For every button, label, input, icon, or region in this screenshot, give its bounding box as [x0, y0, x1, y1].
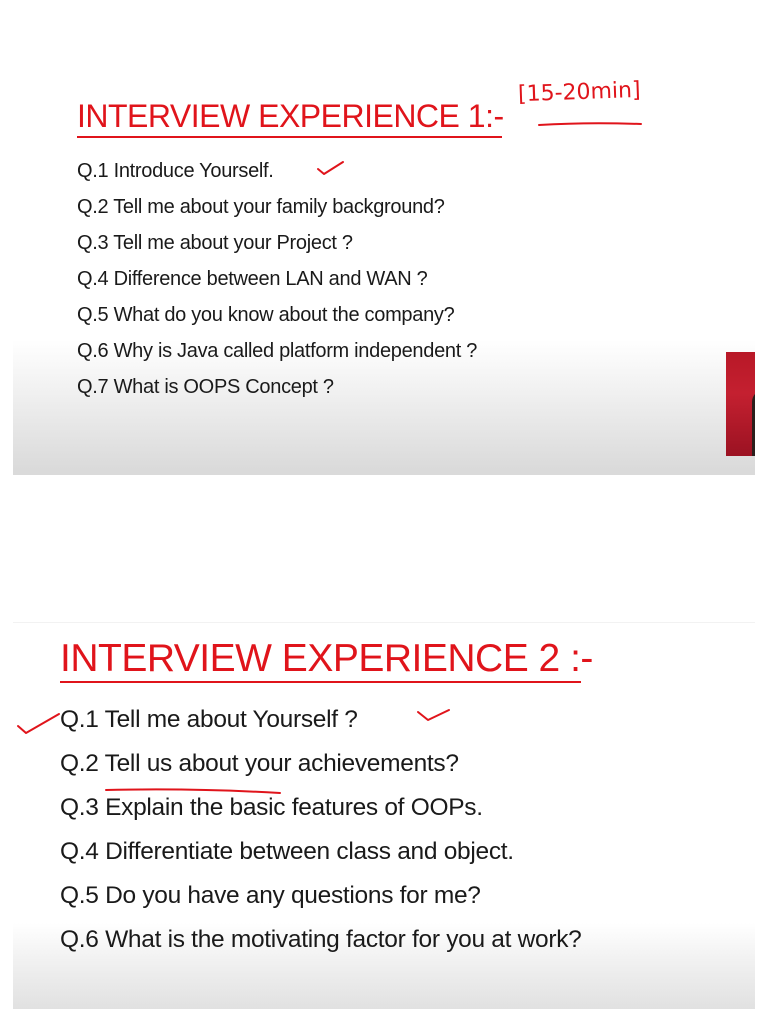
experience-1-title: INTERVIEW EXPERIENCE 1:- — [77, 98, 504, 134]
duration-annotation: [15-20min] — [517, 77, 641, 108]
experience-2-question: Q.3 Explain the basic features of OOPs. — [60, 794, 483, 821]
handwritten-underline-stroke — [104, 784, 284, 798]
experience-1-question: Q.1 Introduce Yourself. — [77, 160, 274, 182]
experience-1-title-underline — [77, 136, 502, 138]
annotation-underline-stroke — [537, 118, 647, 130]
experience-1-question-list — [77, 158, 477, 410]
experience-2-question: Q.6 What is the motivating factor for you at work? — [60, 926, 582, 953]
experience-1-question: Q.2 Tell me about your family background? — [77, 196, 445, 218]
experience-2-question-list — [60, 703, 582, 967]
checkmark-icon — [416, 704, 452, 724]
presenter-silhouette — [752, 390, 755, 456]
experience-2-title: INTERVIEW EXPERIENCE 2 :- — [60, 637, 593, 680]
experience-2-question: Q.2 Tell us about your achievements? — [60, 750, 459, 777]
experience-1-question: Q.3 Tell me about your Project ? — [77, 232, 353, 254]
experience-2-question: Q.4 Differentiate between class and object. — [60, 838, 514, 865]
experience-1-question: Q.6 Why is Java called platform independent ? — [77, 340, 478, 362]
presenter-video-thumbnail — [726, 352, 755, 456]
experience-2-question: Q.5 Do you have any questions for me? — [60, 882, 481, 909]
experience-1-question: Q.7 What is OOPS Concept ? — [77, 376, 334, 398]
interview-experience-2-slide — [13, 622, 755, 1009]
interview-experience-1-slide — [13, 0, 755, 475]
checkmark-icon — [316, 158, 346, 178]
experience-2-title-underline — [60, 681, 581, 683]
experience-2-question: Q.1 Tell me about Yourself ? — [60, 706, 358, 733]
experience-1-question: Q.4 Difference between LAN and WAN ? — [77, 268, 428, 290]
experience-1-question: Q.5 What do you know about the company? — [77, 304, 455, 326]
checkmark-icon — [16, 708, 62, 738]
